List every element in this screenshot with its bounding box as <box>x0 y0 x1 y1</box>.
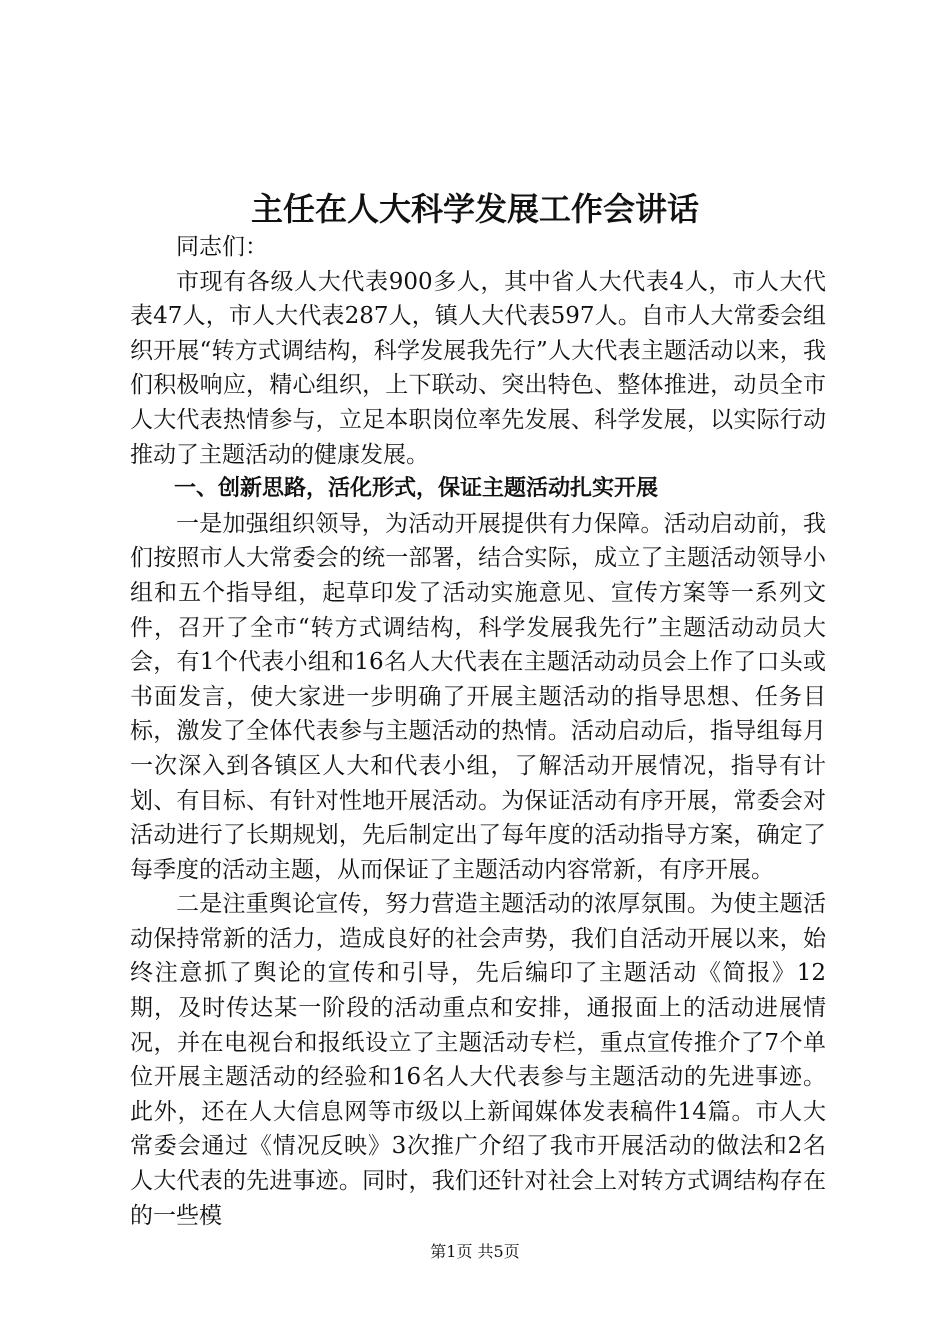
section-paragraph: 二是注重舆论宣传，努力营造主题活动的浓厚氛围。为使主题活动保持常新的活力，造成良好的社会声势，我们自活动开展以来，始终注意抓了舆论的宣传和引导，先后编印了主题活动《简报》12期，及时传达某一阶段的活动重点和安排，通报面上的活动进展情况，并在电视台和报纸设立了主题活动专栏，重点宣传推介了7个单位开展主题活动的经验和16名人大代表参与主题活动的先进事迹。此外，还在人大信息网等市级以上新闻媒体发表稿件14篇。市人大常委会通过《情况反映》3次推广介绍了我市开展活动的做法和2名人大代表的先进事迹。同时，我们还针对社会上对转方式调结构存在的一些模 <box>130 891 826 1229</box>
page-footer: 第1页 共5页 <box>430 1242 520 1261</box>
page-title: 主任在人大科学发展工作会讲话 <box>250 190 699 228</box>
greeting: 同志们： <box>176 234 268 260</box>
document-body <box>130 230 826 1233</box>
intro-paragraph: 市现有各级人大代表900多人，其中省人大代表4人，市人大代表47人，市人大代表287人，镇人大代表597人。自市人大常委会组织开展“转方式调结构，科学发展我先行”人大代表主题活动以来，我们积极响应，精心组织，上下联动、突出特色、整体推进，动员全市人大代表热情参与，立足本职岗位率先发展、科学发展，以实际行动推动了主题活动的健康发展。 <box>130 268 826 468</box>
section-heading: 一、创新思路，活化形式，保证主题活动扎实开展 <box>174 476 659 502</box>
section-paragraph: 一是加强组织领导，为活动开展提供有力保障。活动启动前，我们按照市人大常委会的统一部署，结合实际，成立了主题活动领导小组和五个指导组，起草印发了活动实施意见、宣传方案等一系列文件，召开了全市“转方式调结构，科学发展我先行”主题活动动员大会，有1个代表小组和16名人大代表在主题活动动员会上作了口头或书面发言，使大家进一步明确了开展主题活动的指导思想、任务目标，激发了全体代表参与主题活动的热情。活动启动后，指导组每月一次深入到各镇区人大和代表小组，了解活动开展情况，指导有计划、有目标、有针对性地开展活动。为保证活动有序开展，常委会对活动进行了长期规划，先后制定出了每年度的活动指导方案，确定了每季度的活动主题，从而保证了主题活动内容常新，有序开展。 <box>130 510 826 883</box>
